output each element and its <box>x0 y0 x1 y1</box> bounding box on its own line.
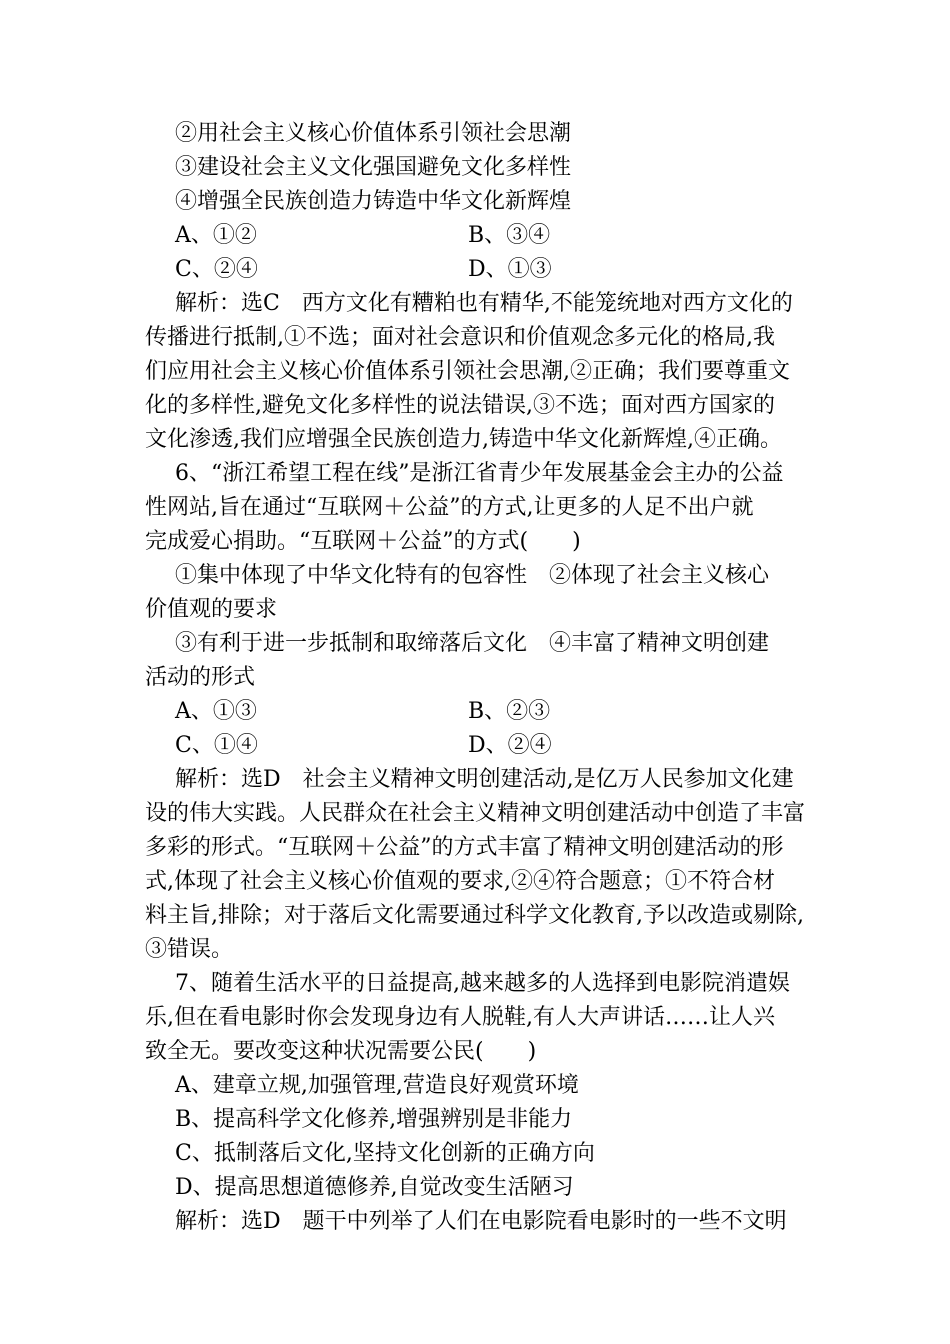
q7-analysis-line-1: 解析：选D 题干中列举了人们在电影院看电影时的一些不文明 <box>175 1209 787 1234</box>
q6-item-line-2: 价值观的要求 <box>145 597 278 622</box>
q5-analysis-line-2: 传播进行抵制,①不选；面对社会意识和价值观念多元化的格局,我 <box>145 325 775 350</box>
q7-option-a: A、建章立规,加强管理,营造良好观赏环境 <box>175 1073 579 1098</box>
q6-analysis-line-6: ③错误。 <box>145 937 234 962</box>
q5-analysis-line-1: 解析：选C 西方文化有糟粕也有精华,不能笼统地对西方文化的 <box>175 291 793 316</box>
q5-item-3: ③建设社会主义文化强国避免文化多样性 <box>175 155 572 180</box>
q6-analysis-line-5: 料主旨,排除；对于落后文化需要通过科学文化教育,予以改造或剔除, <box>145 903 804 928</box>
q5-option-d: D、①③ <box>468 257 552 282</box>
q7-option-b: B、提高科学文化修养,增强辨别是非能力 <box>175 1107 573 1132</box>
q6-option-d: D、②④ <box>468 733 552 758</box>
q6-analysis-line-3: 多彩的形式。“互联网＋公益”的方式丰富了精神文明创建活动的形 <box>145 835 784 860</box>
q5-option-a: A、①② <box>175 223 257 248</box>
q5-item-4: ④增强全民族创造力铸造中华文化新辉煌 <box>175 189 572 214</box>
q6-analysis-line-4: 式,体现了社会主义核心价值观的要求,②④符合题意；①不符合材 <box>145 869 775 894</box>
q6-option-b: B、②③ <box>468 699 551 724</box>
q5-analysis-line-3: 们应用社会主义核心价值体系引领社会思潮,②正确；我们要尊重文 <box>145 359 790 384</box>
q6-analysis-line-2: 设的伟大实践。人民群众在社会主义精神文明创建活动中创造了丰富 <box>145 801 806 826</box>
q6-item-line-3: ③有利于进一步抵制和取缔落后文化 ④丰富了精神文明创建 <box>175 631 770 656</box>
q6-stem-line-2: 性网站,旨在通过“互联网＋公益”的方式,让更多的人足不出户就 <box>145 495 754 520</box>
q7-stem-line-3: 致全无。要改变这种状况需要公民( ) <box>145 1039 537 1064</box>
q6-item-line-4: 活动的形式 <box>145 665 256 690</box>
q5-analysis-line-5: 文化渗透,我们应增强全民族创造力,铸造中华文化新辉煌,④正确。 <box>145 427 782 452</box>
q6-analysis-line-1: 解析：选D 社会主义精神文明创建活动,是亿万人民参加文化建 <box>175 767 794 792</box>
q5-item-2: ②用社会主义核心价值体系引领社会思潮 <box>175 121 572 146</box>
q6-option-a: A、①③ <box>175 699 257 724</box>
q6-stem-line-3: 完成爱心捐助。“互联网＋公益”的方式( ) <box>145 529 581 554</box>
q5-analysis-line-4: 化的多样性,避免文化多样性的说法错误,③不选；面对西方国家的 <box>145 393 775 418</box>
q6-item-line-1: ①集中体现了中华文化特有的包容性 ②体现了社会主义核心 <box>175 563 770 588</box>
q7-stem-line-1: 7、随着生活水平的日益提高,越来越多的人选择到电影院消遣娱 <box>175 971 790 996</box>
q7-option-c: C、抵制落后文化,坚持文化创新的正确方向 <box>175 1141 595 1166</box>
q5-option-b: B、③④ <box>468 223 551 248</box>
q6-stem-line-1: 6、“浙江希望工程在线”是浙江省青少年发展基金会主办的公益 <box>175 461 784 486</box>
q7-option-d: D、提高思想道德修养,自觉改变生活陋习 <box>175 1175 574 1200</box>
q5-option-c: C、②④ <box>175 257 258 282</box>
q6-option-c: C、①④ <box>175 733 258 758</box>
q7-stem-line-2: 乐,但在看电影时你会发现身边有人脱鞋,有人大声讲话……让人兴 <box>145 1005 775 1030</box>
